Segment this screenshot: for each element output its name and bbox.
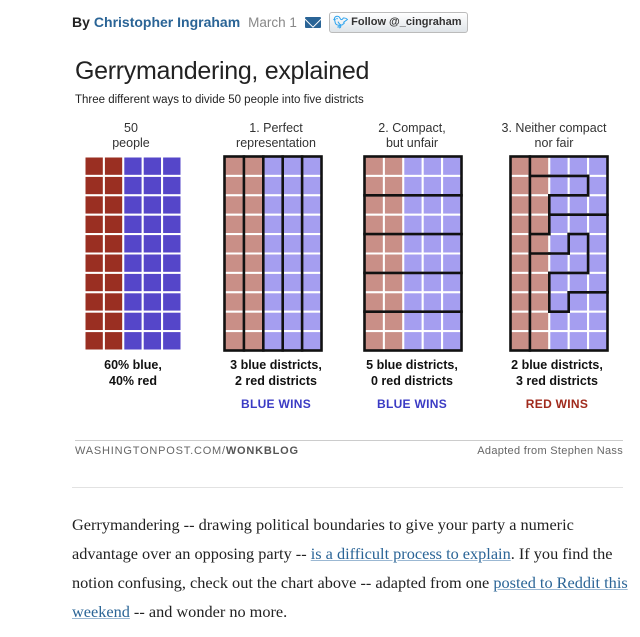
- grid-cell: [442, 312, 461, 331]
- grid-cell: [384, 234, 403, 253]
- grid-cell: [569, 331, 588, 350]
- winner-2: BLUE WINS: [240, 397, 312, 411]
- grid-cell: [162, 312, 181, 331]
- result-3: [342, 357, 482, 389]
- grid-cell: [423, 312, 442, 331]
- grid-cell: [302, 195, 321, 214]
- grid-cell: [104, 331, 123, 350]
- grid-cell: [384, 176, 403, 195]
- grid-cell: [530, 312, 549, 331]
- source-credit: [75, 445, 299, 457]
- grid-cell: [225, 331, 244, 350]
- grid-cell: [588, 312, 607, 331]
- grid-cell: [442, 273, 461, 292]
- grid-cell: [244, 273, 263, 292]
- grid-cell: [143, 234, 162, 253]
- twitter-bird-icon: 🐦︎: [332, 15, 349, 29]
- neither-compact-nor-fair-grid: [509, 155, 609, 391]
- grid-cell: [365, 157, 384, 176]
- grid-cell: [85, 273, 104, 292]
- grid-cell: [143, 215, 162, 234]
- grid-cell: [225, 273, 244, 292]
- grid-cell: [530, 331, 549, 350]
- grid-cell: [530, 234, 549, 253]
- grid-cell: [302, 312, 321, 331]
- section-divider: [72, 487, 623, 488]
- article-text: Gerrymandering -- drawing political boundaries to give your party a numeric advantage over an opposing party --: [72, 515, 574, 563]
- grid-cell: [511, 331, 530, 350]
- grid-cell: [423, 176, 442, 195]
- grid-cell: [162, 195, 181, 214]
- grid-cell: [530, 254, 549, 273]
- follow-twitter-button[interactable]: [329, 12, 468, 33]
- grid-cell: [530, 176, 549, 195]
- grid-cell: [104, 312, 123, 331]
- grid-cell: [162, 215, 181, 234]
- grid-cell: [302, 273, 321, 292]
- grid-cell: [403, 254, 422, 273]
- grid-cell: [588, 157, 607, 176]
- grid-cell: [302, 254, 321, 273]
- result-line: 3 red districts: [516, 374, 598, 388]
- grid-cell: [302, 234, 321, 253]
- grid-cell: [123, 312, 142, 331]
- reddit-post-link[interactable]: posted to Reddit this weekend: [72, 573, 628, 621]
- column-label-4: [489, 121, 619, 151]
- grid-cell: [588, 292, 607, 311]
- grid-cell: [283, 331, 302, 350]
- grid-cell: [549, 195, 568, 214]
- grid-cell: [365, 195, 384, 214]
- grid-cell: [569, 312, 588, 331]
- byline-by: By: [72, 14, 90, 30]
- grid-cell: [549, 312, 568, 331]
- grid-cell: [365, 331, 384, 350]
- source-credit-section: WONKBLOG: [225, 445, 299, 457]
- grid-cell: [123, 215, 142, 234]
- grid-cell: [225, 254, 244, 273]
- grid-cell: [225, 234, 244, 253]
- grid-cell: [511, 176, 530, 195]
- grid-cell: [104, 176, 123, 195]
- grid-cell: [549, 292, 568, 311]
- grid-cell: [588, 273, 607, 292]
- grid-cell: [143, 292, 162, 311]
- grid-cell: [588, 215, 607, 234]
- grid-cell: [143, 331, 162, 350]
- result-2: [206, 357, 346, 389]
- grid-cell: [365, 292, 384, 311]
- source-credit-site: WASHINGTONPOST.COM/: [75, 445, 226, 457]
- grid-cell: [302, 176, 321, 195]
- column-label-line: 50: [124, 121, 138, 135]
- grid-cell: [85, 157, 104, 176]
- grid-cell: [569, 215, 588, 234]
- grid-cell: [263, 157, 282, 176]
- grid-cell: [85, 254, 104, 273]
- grid-cell: [511, 234, 530, 253]
- grid-cell: [302, 331, 321, 350]
- grid-cell: [143, 176, 162, 195]
- grid-cell: [530, 273, 549, 292]
- difficult-process-link[interactable]: is a difficult process to explain: [310, 544, 511, 563]
- grid-cell: [123, 254, 142, 273]
- grid-cell: [263, 312, 282, 331]
- grid-cell: [511, 273, 530, 292]
- grid-cell: [283, 215, 302, 234]
- grid-cell: [244, 234, 263, 253]
- grid-cell: [569, 292, 588, 311]
- grid-cell: [423, 215, 442, 234]
- grid-cell: [384, 157, 403, 176]
- grid-cell: [143, 157, 162, 176]
- grid-cell: [549, 331, 568, 350]
- result-line: 3 blue districts,: [230, 358, 322, 372]
- grid-cell: [283, 312, 302, 331]
- grid-cell: [442, 176, 461, 195]
- author-link[interactable]: Christopher Ingraham: [93, 14, 241, 30]
- grid-cell: [302, 292, 321, 311]
- grid-cell: [423, 273, 442, 292]
- result-line: 2 red districts: [235, 374, 317, 388]
- grid-cell: [384, 331, 403, 350]
- grid-cell: [104, 273, 123, 292]
- grid-cell: [85, 234, 104, 253]
- grid-cell: [365, 234, 384, 253]
- grid-cell: [569, 157, 588, 176]
- grid-cell: [403, 312, 422, 331]
- grid-cell: [283, 176, 302, 195]
- result-line: 40% red: [109, 374, 157, 388]
- grid-cell: [511, 215, 530, 234]
- grid-cell: [588, 234, 607, 253]
- article-paragraph: [72, 510, 632, 626]
- grid-cell: [283, 254, 302, 273]
- grid-cell: [244, 312, 263, 331]
- grid-cell: [442, 331, 461, 350]
- gerrymandering-figure: [60, 45, 623, 470]
- grid-cell: [104, 292, 123, 311]
- grid-cell: [123, 234, 142, 253]
- grid-cell: [588, 254, 607, 273]
- grid-cell: [244, 176, 263, 195]
- grid-cell: [384, 292, 403, 311]
- grid-cell: [569, 273, 588, 292]
- grid-cell: [384, 312, 403, 331]
- grid-cell: [384, 215, 403, 234]
- grid-cell: [442, 215, 461, 234]
- grid-cell: [511, 292, 530, 311]
- result-line: 0 red districts: [371, 374, 453, 388]
- grid-cell: [442, 195, 461, 214]
- grid-cell: [104, 234, 123, 253]
- column-label-1: [66, 121, 196, 151]
- grid-cell: [283, 234, 302, 253]
- grid-cell: [85, 331, 104, 350]
- result-4: [487, 357, 627, 389]
- result-1: [63, 357, 203, 389]
- result-line: 5 blue districts,: [366, 358, 458, 372]
- grid-cell: [549, 234, 568, 253]
- grid-cell: [263, 331, 282, 350]
- publish-date: March 1: [248, 14, 297, 30]
- grid-cell: [530, 195, 549, 214]
- grid-cell: [365, 254, 384, 273]
- column-label-line: people: [112, 136, 150, 150]
- grid-cell: [143, 195, 162, 214]
- grid-cell: [423, 157, 442, 176]
- grid-cell: [384, 273, 403, 292]
- grid-cell: [423, 292, 442, 311]
- grid-cell: [365, 312, 384, 331]
- result-line: 60% blue,: [104, 358, 162, 372]
- grid-cell: [123, 195, 142, 214]
- article-text: -- and wonder no more.: [129, 602, 288, 621]
- grid-cell: [85, 176, 104, 195]
- grid-cell: [588, 195, 607, 214]
- column-label-line: nor fair: [534, 136, 574, 150]
- grid-cell: [244, 215, 263, 234]
- grid-cell: [403, 195, 422, 214]
- grid-cell: [143, 312, 162, 331]
- grid-cell: [569, 234, 588, 253]
- grid-cell: [442, 292, 461, 311]
- winner-4: RED WINS: [525, 397, 589, 411]
- figure-divider: [75, 440, 623, 441]
- grid-cell: [225, 215, 244, 234]
- grid-cell: [85, 292, 104, 311]
- grid-cell: [263, 215, 282, 234]
- grid-cell: [569, 176, 588, 195]
- grid-cell: [244, 292, 263, 311]
- column-label-3: [347, 121, 477, 151]
- grid-cell: [569, 195, 588, 214]
- grid-cell: [143, 273, 162, 292]
- grid-cell: [365, 176, 384, 195]
- grid-cell: [384, 195, 403, 214]
- grid-cell: [403, 331, 422, 350]
- grid-cell: [302, 157, 321, 176]
- grid-cell: [244, 254, 263, 273]
- grid-cell: [423, 331, 442, 350]
- adaptation-credit: Adapted from Stephen Nass: [477, 445, 623, 457]
- grid-cell: [530, 292, 549, 311]
- grid-cell: [403, 176, 422, 195]
- column-label-2: [211, 121, 341, 151]
- grid-cell: [403, 157, 422, 176]
- grid-cell: [511, 157, 530, 176]
- column-label-line: 1. Perfect: [249, 121, 303, 135]
- column-label-line: 3. Neither compact: [501, 121, 607, 135]
- grid-cell: [365, 273, 384, 292]
- grid-cell: [85, 195, 104, 214]
- grid-cell: [549, 157, 568, 176]
- grid-cell: [225, 176, 244, 195]
- grid-cell: [225, 312, 244, 331]
- grid-cell: [263, 195, 282, 214]
- grid-cell: [162, 273, 181, 292]
- column-label-line: representation: [236, 136, 316, 150]
- grid-cell: [123, 157, 142, 176]
- perfect-representation-grid: [223, 155, 323, 391]
- grid-cell: [162, 331, 181, 350]
- grid-cell: [162, 254, 181, 273]
- grid-cell: [588, 176, 607, 195]
- grid-cell: [511, 254, 530, 273]
- grid-cell: [123, 292, 142, 311]
- grid-cell: [85, 215, 104, 234]
- grid-cell: [104, 195, 123, 214]
- grid-cell: [85, 312, 104, 331]
- grid-cell: [263, 234, 282, 253]
- grid-cell: [104, 254, 123, 273]
- compact-unfair-grid: [363, 155, 463, 391]
- grid-cell: [162, 157, 181, 176]
- result-line: 2 blue districts,: [511, 358, 603, 372]
- grid-cell: [403, 273, 422, 292]
- article-text: . If you find the notion confusing, check out the chart above -- adapted from one: [72, 544, 613, 592]
- grid-cell: [104, 215, 123, 234]
- grid-cell: [403, 215, 422, 234]
- grid-cell: [225, 292, 244, 311]
- figure-subtitle: Three different ways to divide 50 people into five districts: [75, 94, 364, 106]
- follow-label: Follow @_cingraham: [351, 16, 462, 28]
- winner-3: BLUE WINS: [376, 397, 448, 411]
- grid-cell: [123, 176, 142, 195]
- figure-title: Gerrymandering, explained: [75, 57, 370, 85]
- grid-cell: [162, 234, 181, 253]
- grid-cell: [442, 254, 461, 273]
- grid-cell: [263, 273, 282, 292]
- grid-cell: [588, 331, 607, 350]
- grid-cell: [365, 215, 384, 234]
- grid-cell: [384, 254, 403, 273]
- grid-cell: [530, 157, 549, 176]
- grid-cell: [104, 157, 123, 176]
- byline: [72, 11, 468, 33]
- mail-icon[interactable]: [305, 17, 321, 28]
- grid-cell: [244, 195, 263, 214]
- grid-cell: [423, 195, 442, 214]
- grid-cell: [283, 273, 302, 292]
- grid-cell: [549, 273, 568, 292]
- grid-cell: [143, 254, 162, 273]
- column-label-line: 2. Compact,: [378, 121, 446, 135]
- grid-cell: [225, 157, 244, 176]
- grid-cell: [423, 234, 442, 253]
- grid-cell: [162, 292, 181, 311]
- grid-cell: [530, 215, 549, 234]
- grid-cell: [162, 176, 181, 195]
- column-label-line: but unfair: [385, 136, 439, 150]
- grid-cell: [283, 195, 302, 214]
- grid-cell: [123, 331, 142, 350]
- grid-cell: [442, 234, 461, 253]
- grid-cell: [302, 215, 321, 234]
- grid-cell: [244, 331, 263, 350]
- grid-cell: [549, 215, 568, 234]
- grid-cell: [225, 195, 244, 214]
- grid-cell: [423, 254, 442, 273]
- grid-cell: [403, 292, 422, 311]
- grid-cell: [283, 157, 302, 176]
- grid-cell: [263, 176, 282, 195]
- population-grid: [83, 155, 183, 391]
- grid-cell: [283, 292, 302, 311]
- grid-cell: [569, 254, 588, 273]
- grid-cell: [263, 292, 282, 311]
- grid-cell: [403, 234, 422, 253]
- grid-cell: [244, 157, 263, 176]
- grid-cell: [123, 273, 142, 292]
- grid-cell: [442, 157, 461, 176]
- grid-cell: [263, 254, 282, 273]
- grid-cell: [511, 312, 530, 331]
- grid-cell: [511, 195, 530, 214]
- grid-cell: [549, 176, 568, 195]
- grid-cell: [549, 254, 568, 273]
